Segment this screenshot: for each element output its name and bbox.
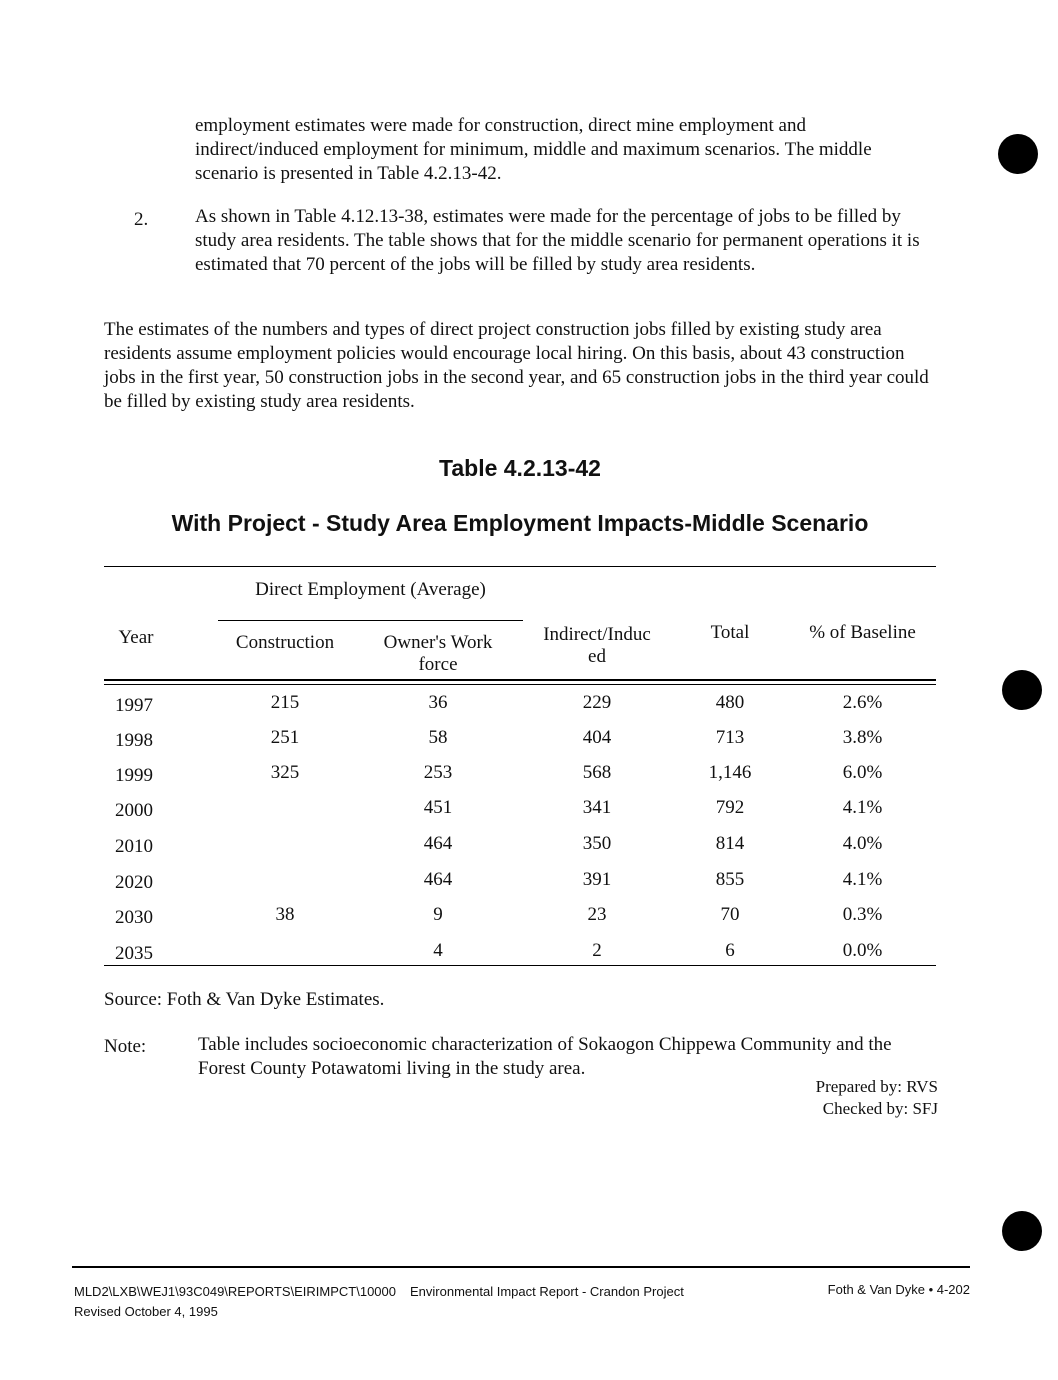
column-header-owners-work-force <box>363 632 513 676</box>
cell-baseline: 4.1% <box>842 869 883 890</box>
cell-baseline: 2.6% <box>842 692 883 713</box>
cell-total: 480 <box>715 692 745 713</box>
cell-indirect-induced: 391 <box>582 869 612 890</box>
checked-by: Checked by: SFJ <box>822 1099 938 1118</box>
cell-indirect-induced: 350 <box>582 833 612 854</box>
cell-construction: 215 <box>270 692 300 713</box>
intro-paragraph-3: The estimates of the numbers and types of direct project construction jobs filled by existing study area residents assume employment policies would encourage local hiring. On this basis, about 43 construction jobs in the first year, 50 construction jobs in the second year, and 65 construction jobs in the third year could be filled by existing study area residents. <box>104 319 929 412</box>
footer-firm-page: Foth & Van Dyke • 4-202 <box>827 1282 970 1297</box>
punch-hole-top <box>998 134 1038 174</box>
cell-construction: 325 <box>270 762 300 783</box>
table-title: With Project - Study Area Employment Impacts-Middle Scenario <box>171 510 869 536</box>
column-header-construction: Construction <box>235 632 335 653</box>
cell-owners-work-force: 4 <box>433 940 443 961</box>
cell-total: 713 <box>715 727 745 748</box>
column-header-baseline: % of Baseline <box>809 622 916 643</box>
cell-total: 792 <box>715 797 745 818</box>
note-label: Note: <box>104 1036 147 1057</box>
cell-construction: 251 <box>270 727 300 748</box>
column-header-owners-line1: Owner's Work <box>383 632 493 653</box>
cell-owners-work-force: 58 <box>428 727 448 748</box>
column-header-year: Year <box>118 627 154 648</box>
intro-paragraph-1: employment estimates were made for construction, direct mine employment and indirect/induced employment for minimum, middle and maximum scenarios. The middle scenario is presented in Table 4.2.13-42. <box>195 115 872 184</box>
table-source: Source: Foth & Van Dyke Estimates. <box>104 989 385 1010</box>
footer-report-title: Environmental Impact Report - Crandon Project <box>410 1284 684 1299</box>
cell-year: 2020 <box>115 872 153 893</box>
cell-baseline: 0.0% <box>842 940 883 961</box>
cell-year: 1999 <box>115 765 153 786</box>
cell-total: 6 <box>725 940 735 961</box>
cell-year: 1998 <box>115 730 153 751</box>
column-header-total: Total <box>710 622 750 643</box>
group-header-direct-employment: Direct Employment (Average) <box>255 579 486 600</box>
column-header-indirect-induced <box>527 624 667 668</box>
column-header-owners-line2: force <box>418 654 458 675</box>
cell-owners-work-force: 464 <box>423 869 453 890</box>
cell-year: 2000 <box>115 800 153 821</box>
cell-baseline: 3.8% <box>842 727 883 748</box>
cell-total: 70 <box>720 904 740 925</box>
cell-total: 855 <box>715 869 745 890</box>
cell-owners-work-force: 464 <box>423 833 453 854</box>
footer-revised-date: Revised October 4, 1995 <box>74 1304 218 1319</box>
header-double-rule-top <box>104 679 936 681</box>
table-number: Table 4.2.13-42 <box>439 455 601 481</box>
group-header-rule <box>218 620 523 621</box>
punch-hole-bottom <box>1002 1211 1042 1251</box>
cell-year: 2010 <box>115 836 153 857</box>
footer-file-path: MLD2\LXB\WEJ1\93C049\REPORTS\EIRIMPCT\10000 <box>74 1284 396 1299</box>
cell-total: 1,146 <box>708 762 752 783</box>
cell-baseline: 4.1% <box>842 797 883 818</box>
cell-indirect-induced: 23 <box>587 904 607 925</box>
column-header-indirect-line1: Indirect/Induc <box>543 624 651 645</box>
cell-baseline: 0.3% <box>842 904 883 925</box>
cell-indirect-induced: 341 <box>582 797 612 818</box>
cell-owners-work-force: 36 <box>428 692 448 713</box>
table-top-rule <box>104 566 936 567</box>
cell-owners-work-force: 253 <box>423 762 453 783</box>
cell-indirect-induced: 568 <box>582 762 612 783</box>
cell-indirect-induced: 229 <box>582 692 612 713</box>
cell-construction: 38 <box>275 904 295 925</box>
punch-hole-middle <box>1002 670 1042 710</box>
cell-baseline: 4.0% <box>842 833 883 854</box>
list-item-2-text: As shown in Table 4.12.13-38, estimates were made for the percentage of jobs to be filled by study area residents. The table shows that for the middle scenario for permanent operations it is estimated that 70 percent of the jobs will be filled by study area residents. <box>195 206 920 275</box>
list-number-2: 2. <box>134 209 149 230</box>
cell-baseline: 6.0% <box>842 762 883 783</box>
table-bottom-rule <box>104 965 936 966</box>
cell-total: 814 <box>715 833 745 854</box>
column-header-indirect-line2: ed <box>588 646 606 667</box>
prepared-by: Prepared by: RVS <box>815 1077 938 1096</box>
note-text: Table includes socioeconomic characterization of Sokaogon Chippewa Community and the Forest County Potawatomi living in the study area. <box>198 1034 892 1079</box>
cell-owners-work-force: 451 <box>423 797 453 818</box>
cell-indirect-induced: 404 <box>582 727 612 748</box>
footer-rule <box>72 1266 970 1268</box>
cell-indirect-induced: 2 <box>592 940 602 961</box>
cell-year: 1997 <box>115 695 153 716</box>
cell-year: 2030 <box>115 907 153 928</box>
cell-year: 2035 <box>115 943 153 964</box>
cell-owners-work-force: 9 <box>433 904 443 925</box>
header-double-rule-bottom <box>104 684 936 685</box>
